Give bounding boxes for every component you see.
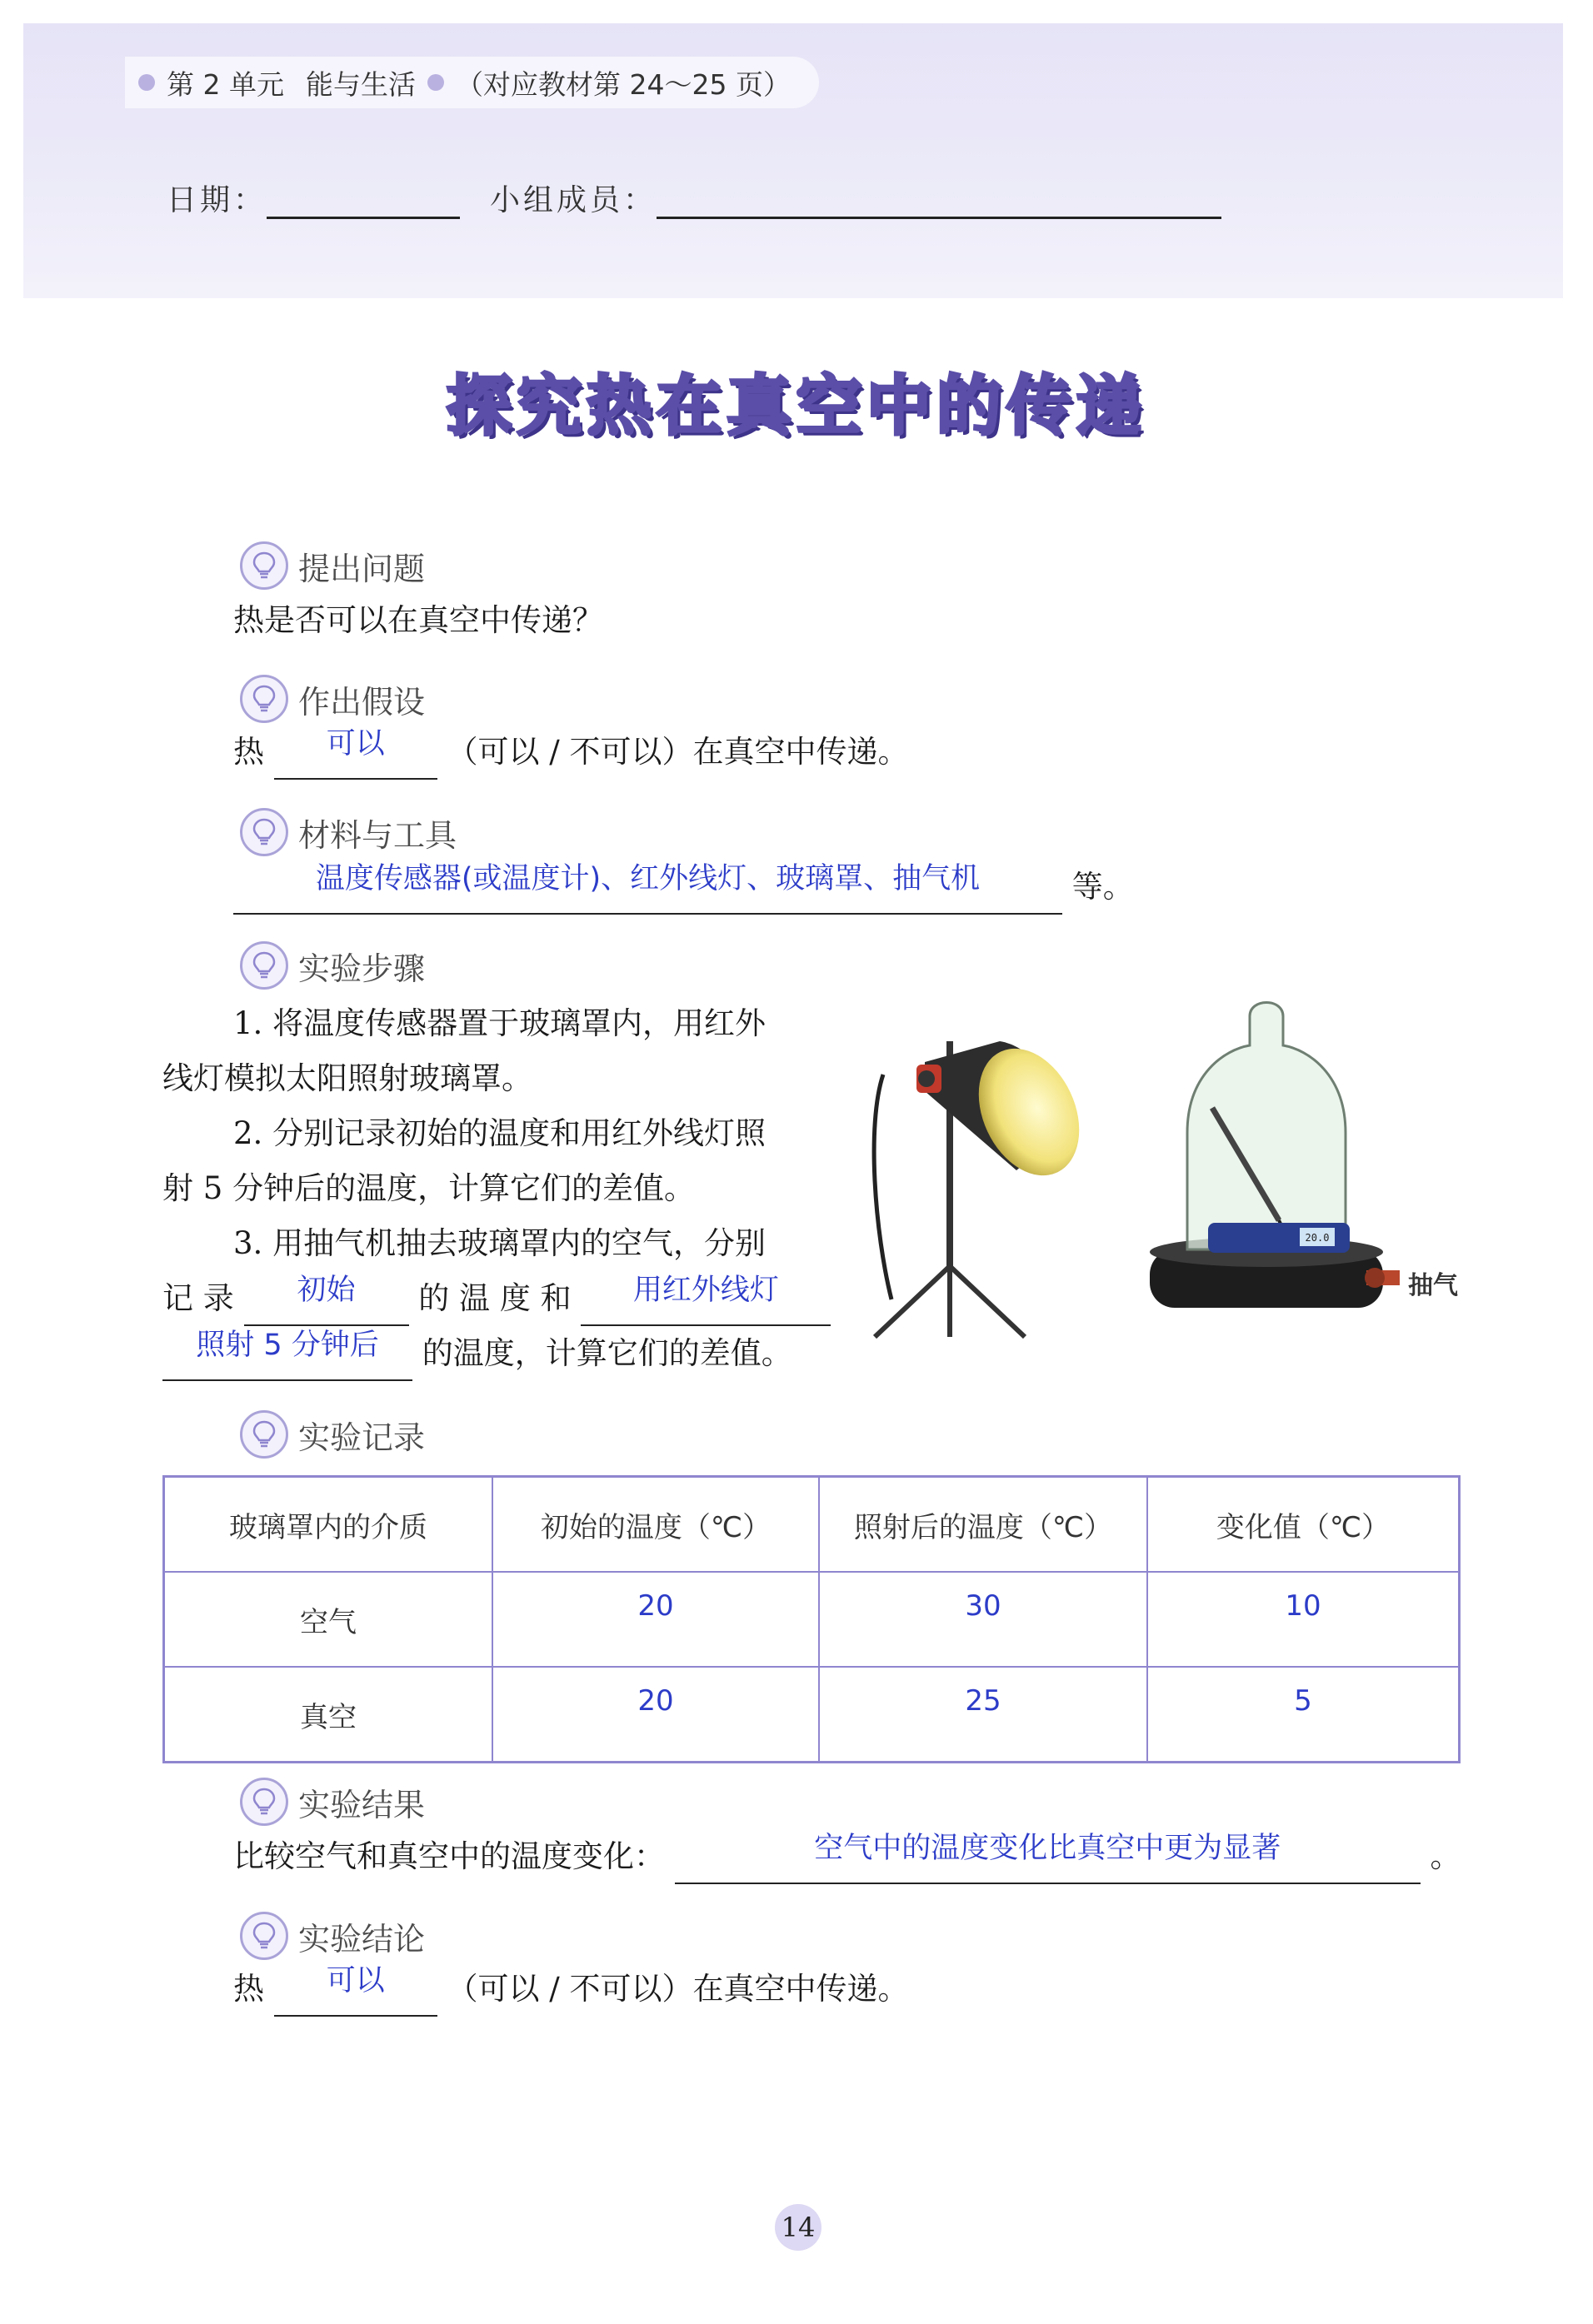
step-1-line-1: 1. 将温度传感器置于玻璃罩内，用红外 <box>233 1005 767 1041</box>
table-header-cell: 照射后的温度（℃） <box>819 1477 1147 1573</box>
section-heading-hypothesis <box>240 675 425 723</box>
section-heading-label: 作出假设 <box>298 683 426 721</box>
date-label: 日期： <box>167 183 267 217</box>
members-label: 小组成员： <box>490 183 657 217</box>
hypothesis-suffix: （可以 / 不可以）在真空中传递。 <box>447 734 909 770</box>
infrared-lamp-illustration <box>858 1025 1133 1341</box>
conclusion-line <box>233 1962 909 2017</box>
step-3-line-3 <box>162 1326 837 1381</box>
step-3-end-text: 的温度，计算它们的差值。 <box>422 1335 792 1371</box>
section-heading-conclusion <box>240 1912 425 1960</box>
section-heading-label: 实验步骤 <box>298 950 426 987</box>
section-heading-label: 实验结果 <box>298 1786 426 1823</box>
section-heading-label: 提出问题 <box>298 550 426 587</box>
conclusion-suffix: （可以 / 不可以）在真空中传递。 <box>447 1971 909 2007</box>
materials-answer: 温度传感器(或温度计)、红外线灯、玻璃罩、抽气机 <box>315 862 981 895</box>
table-cell-after[interactable]: 30 <box>819 1572 1147 1667</box>
section-heading-label: 实验结论 <box>298 1920 426 1957</box>
table-header-cell: 初始的温度（℃） <box>492 1477 819 1573</box>
table-cell-initial[interactable]: 20 <box>492 1572 819 1667</box>
lightbulb-icon <box>240 941 288 990</box>
unit-tag <box>125 57 819 108</box>
table-cell-medium: 真空 <box>164 1667 493 1763</box>
materials-line <box>233 860 1134 915</box>
materials-answer-field[interactable] <box>233 862 1062 915</box>
step-3-answer-1-field[interactable] <box>244 1276 409 1326</box>
table-row <box>164 1572 1460 1667</box>
date-field[interactable] <box>267 183 460 219</box>
steps-text <box>162 996 837 1381</box>
result-answer: 空气中的温度变化比真空中更为显著 <box>814 1832 1281 1865</box>
date-members-row <box>167 177 1221 219</box>
materials-suffix: 等。 <box>1071 869 1134 905</box>
step-3-answer-2: 用红外线灯 <box>632 1274 779 1307</box>
table-header-row <box>164 1477 1460 1573</box>
hypothesis-prefix: 热 <box>233 734 264 770</box>
table-cell-change[interactable]: 5 <box>1147 1667 1460 1763</box>
bullet-dot <box>427 74 444 91</box>
table-header-cell: 变化值（℃） <box>1147 1477 1460 1573</box>
step-2-line-1: 2. 分别记录初始的温度和用红外线灯照 <box>233 1115 767 1151</box>
table-cell-change[interactable]: 10 <box>1147 1572 1460 1667</box>
lightbulb-icon <box>240 541 288 590</box>
section-heading-materials <box>240 808 457 856</box>
step-3-line-2 <box>162 1271 837 1326</box>
lightbulb-icon <box>240 1778 288 1826</box>
page-number: 14 <box>775 2204 821 2251</box>
header-zigzag-edge <box>23 282 1563 315</box>
lightbulb-icon <box>240 1912 288 1960</box>
table-cell-after[interactable]: 25 <box>819 1667 1147 1763</box>
table-cell-medium: 空气 <box>164 1572 493 1667</box>
hypothesis-answer-field[interactable] <box>274 727 437 780</box>
sensor-display-value: 20.0 <box>1305 1232 1330 1244</box>
lightbulb-icon <box>240 675 288 723</box>
step-2-line-2: 射 5 分钟后的温度，计算它们的差值。 <box>162 1170 696 1206</box>
unit-name: 能与生活 <box>305 67 416 101</box>
step-3-record-label: 记 录 <box>162 1280 234 1316</box>
step-3-answer-2-field[interactable] <box>581 1276 831 1326</box>
step-1-line-2: 线灯模拟太阳照射玻璃罩。 <box>162 1060 532 1096</box>
step-3-mid-text: 的 温 度 和 <box>418 1280 572 1316</box>
section-heading-record <box>240 1410 425 1459</box>
page-title: 探究热在真空中的传递 <box>446 369 1146 444</box>
unit-label: 第 2 单元 <box>167 67 284 101</box>
conclusion-answer-field[interactable] <box>274 1964 437 2017</box>
result-answer-field[interactable] <box>675 1834 1421 1884</box>
textbook-reference: （对应教材第 24～25 页） <box>455 67 791 101</box>
section-heading-result <box>240 1778 425 1826</box>
section-heading-label: 材料与工具 <box>298 816 457 854</box>
bullet-dot <box>138 74 155 91</box>
pump-label: 抽气 <box>1408 1271 1458 1300</box>
members-field[interactable] <box>657 183 1221 219</box>
step-3-answer-3: 照射 5 分钟后 <box>196 1329 379 1362</box>
table-cell-initial[interactable]: 20 <box>492 1667 819 1763</box>
table-row <box>164 1667 1460 1763</box>
conclusion-prefix: 热 <box>233 1971 264 2007</box>
step-3-line-1: 3. 用抽气机抽去玻璃罩内的空气，分别 <box>233 1225 767 1261</box>
section-heading-question <box>240 541 425 590</box>
question-text: 热是否可以在真空中传递？ <box>233 602 603 638</box>
section-heading-label: 实验记录 <box>298 1419 426 1456</box>
hypothesis-line <box>233 725 909 780</box>
result-suffix: 。 <box>1430 1838 1461 1874</box>
lightbulb-icon <box>240 1410 288 1459</box>
hypothesis-answer: 可以 <box>326 727 385 761</box>
result-line <box>233 1829 1461 1884</box>
result-prefix: 比较空气和真空中的温度变化： <box>233 1838 665 1874</box>
record-table <box>162 1475 1461 1763</box>
step-3-answer-1: 初始 <box>297 1274 356 1307</box>
step-3-answer-3-field[interactable] <box>162 1331 412 1381</box>
lightbulb-icon <box>240 808 288 856</box>
section-heading-steps <box>240 941 425 990</box>
table-header-cell: 玻璃罩内的介质 <box>164 1477 493 1573</box>
conclusion-answer: 可以 <box>326 1964 385 1997</box>
